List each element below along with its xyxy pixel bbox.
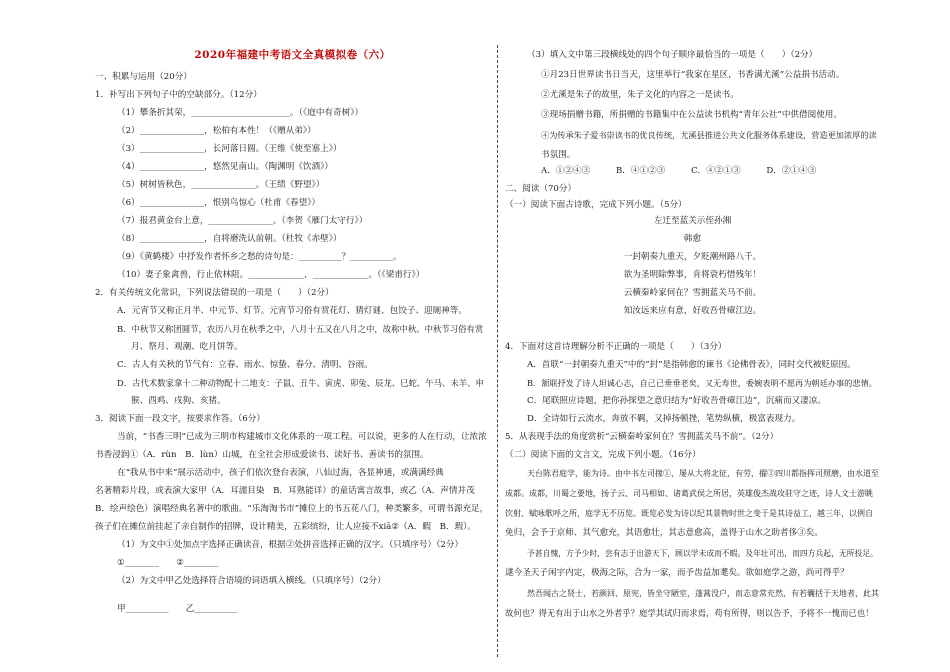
q1-item-8: （8）_______________，自将磨洗认前朝。（杜牧《赤壁》）	[117, 234, 342, 244]
q3-passage-line: 在“我从书中来”展示活动中，孩子们依次登台表演，八仙过海，各显神通，或满满经典	[117, 468, 444, 478]
question-5: 5．从表现手法的角度赏析“云横秦岭家何在？雪拥蓝关马不前”。（2分）	[505, 432, 779, 442]
q2-option-b-cont: 月、祭月、观潮、吃月饼等。	[131, 342, 243, 352]
q2-option-d: D．古代术数家拿十二种动物配十二地支：子鼠、丑牛、寅虎、卯兔、辰龙、巳蛇、午马、未羊、申	[117, 378, 484, 388]
q3-passage-line: 孩子们在摊位前挂起了亲自制作的招牌，设计精美，五彩缤纷，让人应接不xiā②（A．暇 B．瑕）。	[95, 522, 476, 532]
q3-sub-3-item-cont: 书氛围。	[541, 150, 576, 160]
q2-option-c: C．古人有关秋的节气有：立春、雨水、惊蛰、春分、清明、谷雨。	[117, 360, 373, 370]
q4-option-d: D．全诗如行云流水，奔放不羁，又掉扬顿挫，笔势纵横，极富表现力。	[527, 414, 801, 424]
q3-sub-2-blanks: 甲__________ 乙__________	[117, 604, 238, 614]
q3-sub-3-item: ①月23日世界读书日当天，这里举行“我家在星区，书香满尤溪”公益捐书活动。	[541, 70, 845, 80]
q1-item-3: （3）_______________，长河落日圆。（王维《使至塞上》）	[117, 144, 342, 154]
section-2-heading: 二、阅读（70分）	[505, 184, 577, 194]
q3-sub-3: （3）填入文中第三段横线处的四个句子顺序最恰当的一项是（ ）（2分）	[527, 50, 818, 60]
q1-item-9: （9）《黄鹤楼》中抒发作者怀乡之愁的诗句是：__________？__________。	[117, 252, 402, 262]
q3-sub-3-item: ④为传承朱子爱书崇读书的优良传统，尤溪县推进公共文化服务体系建设，营造更加浓厚的读	[541, 130, 877, 140]
prose-line: 成都。成都，川蜀之要地，扬子云、司马相如、诸葛武侯之所居，英雄俊杰战攻驻守之迹，诗人文士游眺	[505, 489, 873, 498]
q1-item-7: （7）报君黄金台上意，_______________。（李贺《雁门太守行》）	[117, 216, 368, 226]
prose-line: 故何也？得无有出于山水之外者乎？庭学其试归而求焉，苟有所得，则以告予，予将不一愧而已也！	[505, 608, 874, 618]
q3-passage-line: B．绘声绘色）演唱经典名著中的歌曲。“乐淘淘书市”摊位上的书五花八门，种类繁多，可谓书源充足，	[95, 504, 489, 514]
q3-passage-line: 当前，“书香三明”已成为三明市构建城市文化体系的一项工程。可以说，更多的人在行动，让浓浓	[117, 432, 487, 442]
prose-line: 逮今圣天子闲宇内定，极海之际，合为一家，而予齿益加耄矣。欲如庭学之游，尚可得乎？	[505, 568, 849, 578]
q4-option-a: A．首联“一封朝奏九重天”中的“封”是指韩愈的谏书《论佛骨表》，同时交代被贬原因。	[527, 360, 856, 370]
q1-item-5: （5）树树皆秋色，_______________。（王绩《野望》）	[117, 180, 325, 190]
section-1-heading: 一、积累与运用（20分）	[95, 72, 192, 82]
prose-line: 饮射、赋咏歌呼之所，庭学无不历览。既览必发为诗以纪其景物时世之变于是其诗益工，越三年，以例自	[505, 509, 873, 518]
q1-item-2: （2）_______________，松柏有本性！（《赠从弟》）	[117, 126, 316, 136]
prose-line: 免归，会予于京师、其气愈充，其语愈壮，其志意愈高，盖得于山水之助者侈③矣。	[505, 528, 823, 538]
column-divider	[497, 45, 498, 657]
question-3: 3．阅读下面一段文字，按要求作答。（6分）	[95, 414, 265, 424]
poem-line: 欲为圣明除弊事，肯将衰朽惜残年！	[623, 270, 762, 280]
q1-item-4: （4）_______________，悠然见南山。（陶渊明《饮酒》）	[117, 162, 334, 172]
prose-line: 然吾闻古之贤士，若颜回、原宪，皆坐守陋室，蓬蒿没户，而志意常充然，有若囊括于天地者，此其	[527, 589, 879, 598]
poem-title: 左迁至蓝关示侄孙湘	[653, 216, 732, 226]
question-4: 4．下面对这首诗理解分析不正确的一项是（ ）（3分）	[505, 342, 727, 352]
poem-line: 云横秦岭家何在？雪拥蓝关马不前。	[623, 288, 762, 298]
q3-sub-2: （2）为文中甲乙处选择符合语境的词语填入横线。（只填序号）（2分）	[117, 576, 386, 586]
q1-item-1: （1）攀条折其荣，_______________________。（《庭中有奇树》）	[117, 108, 364, 118]
q1-item-6: （6）_______________，恨别鸟惊心（杜甫《春望》）	[117, 198, 321, 208]
q3-sub-3-options: A．①②④③ B．④①②③ C．④②①③ D．②①④③	[541, 166, 817, 176]
question-1: 1．补写出下列句子中的空缺部分。（12分）	[95, 90, 262, 100]
q4-option-c: C．尾联照应诗题，把你孙探望之意归结为“好收吾骨瘴江边”，沉痛而又凄凉。	[527, 396, 826, 406]
part-2-heading: （二）阅读下面的文言文，完成下列小题。（16分）	[505, 450, 701, 460]
prose-line: 予甚自愧，方予少时，尝有志于出游天下，顾以学未成而不暇。及年壮可出，而四方兵起，无所投足。	[527, 549, 878, 558]
page-title: 2020年福建中考语文全真模拟卷（六）	[194, 49, 391, 61]
poem-line: 知汝远来应有意，好收吾骨瘴江边。	[623, 306, 762, 316]
q2-option-b: B．中秋节又称团圆节，农历八月在秋季之中，八月十五又在八月之中，故称中秋。中秋节习俗有赏	[117, 324, 484, 334]
question-2: 2．有关传统文化常识，下列说法错误的一项是（ ）（2分）	[95, 288, 334, 298]
q1-item-10: （10）妻子象禽兽，行止依林阻。_____________，_____________。（《梁甫行》）	[117, 270, 425, 280]
q4-option-b: B．颔联抒发了诗人坦诚心志，自己已垂垂老矣，又无寿世，委婉表明不愿再为朝廷办事的悲情。	[527, 378, 877, 388]
poem-line: 一封朝奏九重天，夕贬潮州路八千。	[623, 252, 762, 262]
q3-sub-1: （1）为文中①处加点字选择正确读音，根据②处拼音选择正确的汉字。（只填序号）（2分）	[117, 540, 464, 550]
q3-passage-line: 名著精彩片段，或表演大家甲（A．耳濡目染 B．耳熟能详）的童话寓言故事，或乙（A．声情并茂	[95, 486, 475, 496]
part-1-heading: （一）阅读下面古诗歌，完成下列小题。（5分）	[505, 200, 687, 210]
prose-line: 天台陈君庭学，能为诗。由中书左司掾①，屡从大将北征，有劳，擢②四川都指挥司照磨，由水道至	[527, 469, 879, 478]
q2-option-d-cont: 猴、酉鸡、戌狗、亥猪。	[131, 396, 226, 406]
q3-sub-3-item: ②尤溪是朱子的故里，朱子文化的内容之一是读书。	[541, 90, 739, 100]
q3-sub-3-item: ③现场捐赠书籍，所捐赠的书籍集中在公益读书机构“青年公社”中供借阅使用。	[541, 110, 842, 120]
q3-sub-1-blanks: ①________ ②________	[117, 558, 219, 568]
q2-option-a: A．元宵节又称正月半、中元节、灯节。元宵节习俗有赏花灯、猜灯谜、包饺子、迎厕神等。	[117, 306, 467, 316]
poem-author: 韩愈	[683, 234, 702, 244]
q3-passage-line: 书香浸润①（A．rùn B．lùn）山城，在全社会形成爱读书、读好书、善读书的氛围。	[95, 450, 429, 460]
